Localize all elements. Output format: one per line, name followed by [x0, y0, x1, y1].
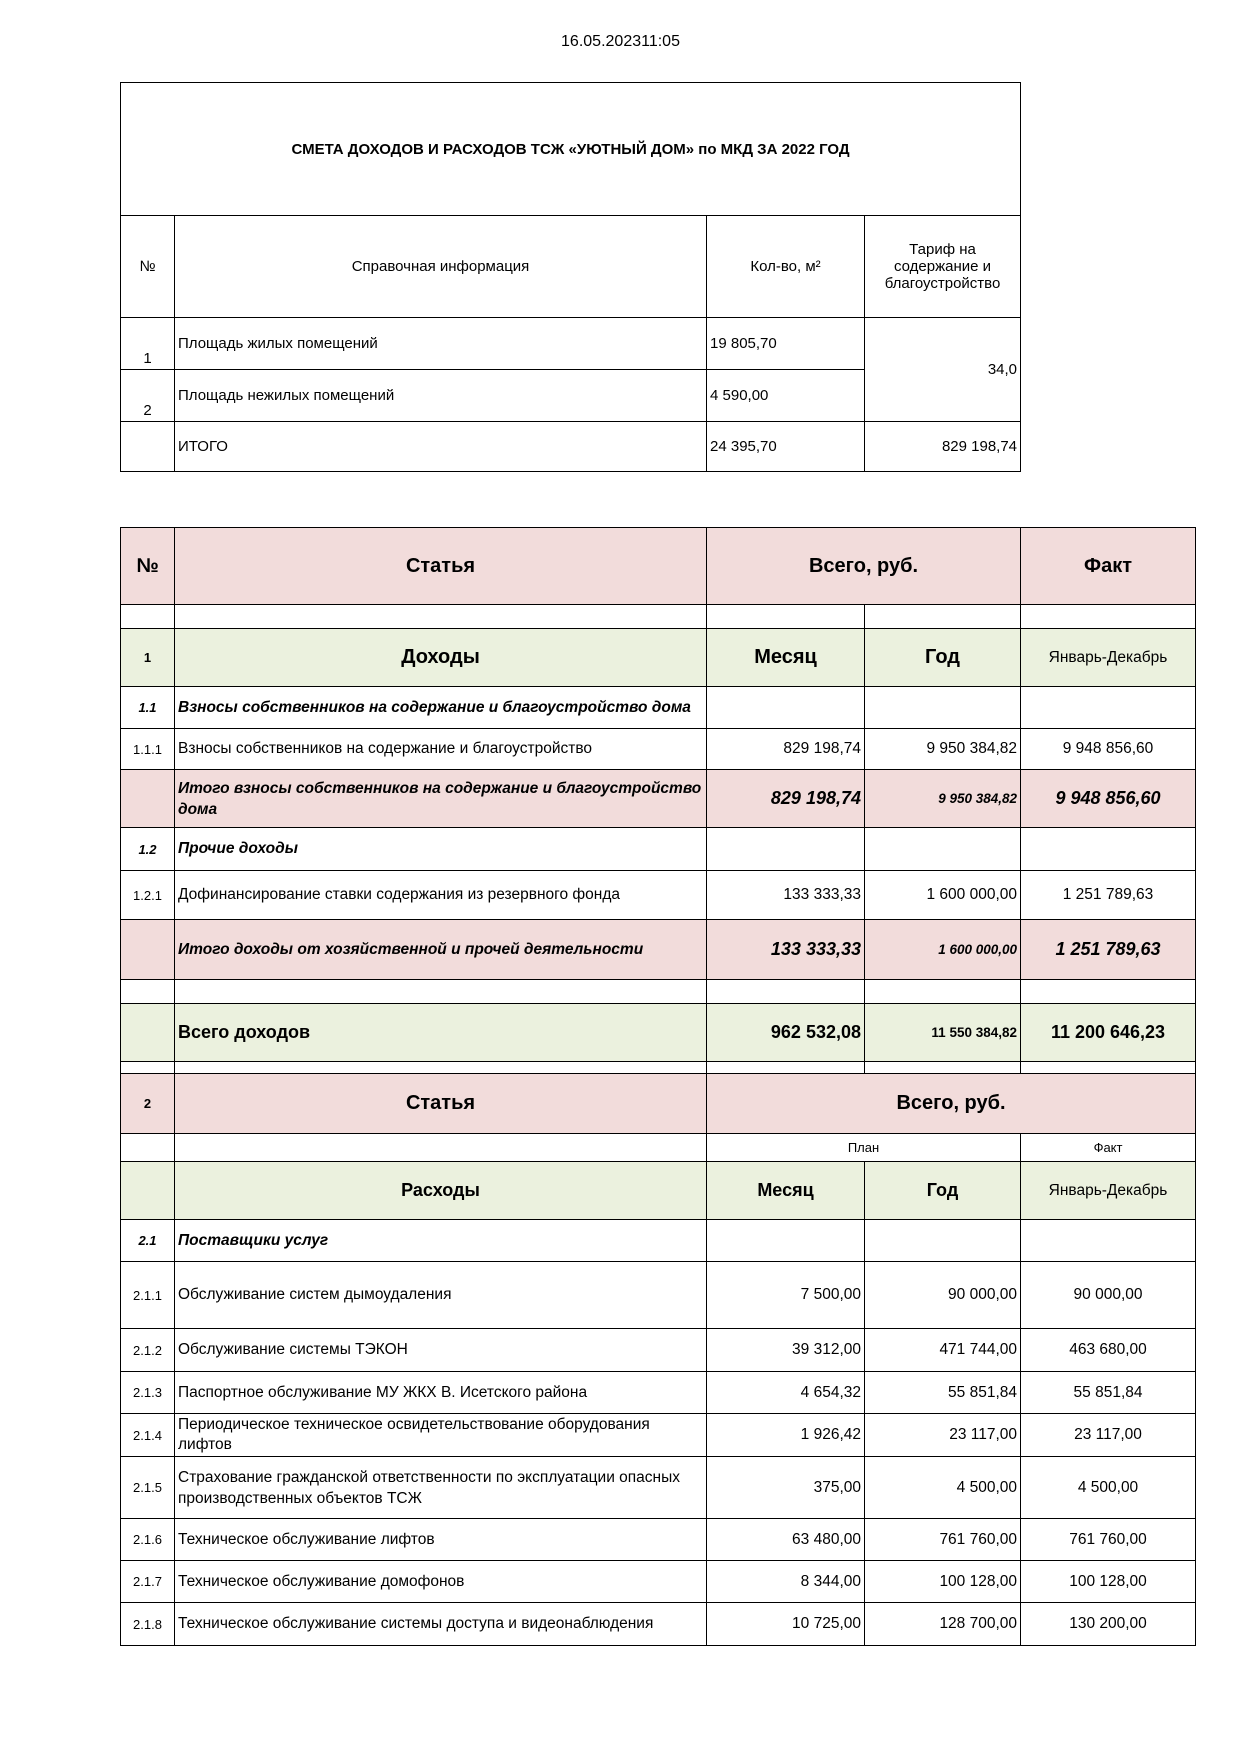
main-header-row — [121, 528, 1196, 605]
row-month: 133 333,33 — [707, 871, 865, 920]
table-row — [121, 1519, 1196, 1561]
row-month: 10 725,00 — [707, 1603, 865, 1646]
expenses-month-header: Месяц — [707, 1162, 865, 1220]
expenses-header-row — [121, 1074, 1196, 1134]
row-month: 829 198,74 — [707, 729, 865, 770]
plan-fact-row — [121, 1134, 1196, 1162]
section-row — [121, 687, 1196, 729]
plan-label: План — [707, 1134, 1021, 1162]
header-total: Всего, руб. — [707, 528, 1021, 605]
row-month: 375,00 — [707, 1457, 865, 1519]
budget-table — [120, 527, 1196, 1646]
table-row — [121, 1329, 1196, 1372]
income-year-header: Год — [865, 629, 1021, 687]
total-row — [121, 422, 1021, 472]
row-fact: 100 128,00 — [1021, 1561, 1196, 1603]
row-num: 1.2.1 — [121, 871, 175, 920]
row-label: Техническое обслуживание домофонов — [175, 1561, 707, 1603]
reference-info-table — [120, 82, 1021, 472]
table-row — [121, 1603, 1196, 1646]
row-year: 761 760,00 — [865, 1519, 1021, 1561]
tariff-value: 34,0 — [865, 318, 1021, 422]
section-row — [121, 828, 1196, 871]
row-label: Обслуживание систем дымоудаления — [175, 1262, 707, 1329]
table-row — [121, 729, 1196, 770]
expenses-period-header: Январь-Декабрь — [1021, 1162, 1196, 1220]
header-fact: Факт — [1021, 528, 1196, 605]
row-num: 1 — [121, 318, 175, 370]
section-num: 1.2 — [121, 828, 175, 871]
row-fact: 761 760,00 — [1021, 1519, 1196, 1561]
row-num: 2.1.5 — [121, 1457, 175, 1519]
subtotal-year: 9 950 384,82 — [865, 770, 1021, 828]
section-title: Взносы собственников на содержание и благоустройство дома — [175, 687, 707, 729]
expenses-article-header: Статья — [175, 1074, 707, 1134]
row-year: 471 744,00 — [865, 1329, 1021, 1372]
col-qty-header: Кол-во, м² — [707, 216, 865, 318]
income-title: Доходы — [175, 629, 707, 687]
section-row — [121, 1220, 1196, 1262]
row-month: 8 344,00 — [707, 1561, 865, 1603]
section-title: Прочие доходы — [175, 828, 707, 871]
row-label: Паспортное обслуживание МУ ЖКХ В. Исетского района — [175, 1372, 707, 1414]
income-num: 1 — [121, 629, 175, 687]
row-year: 55 851,84 — [865, 1372, 1021, 1414]
total-label: ИТОГО — [175, 422, 707, 472]
row-fact: 463 680,00 — [1021, 1329, 1196, 1372]
row-month: 4 654,32 — [707, 1372, 865, 1414]
row-year: 9 950 384,82 — [865, 729, 1021, 770]
row-label: Обслуживание системы ТЭКОН — [175, 1329, 707, 1372]
row-label: Страхование гражданской ответственности по эксплуатации опасных производственных объектов ТСЖ — [175, 1457, 707, 1519]
row-fact: 130 200,00 — [1021, 1603, 1196, 1646]
row-label: Дофинансирование ставки содержания из резервного фонда — [175, 871, 707, 920]
grand-total-fact: 11 200 646,23 — [1021, 1004, 1196, 1062]
income-header-row — [121, 629, 1196, 687]
row-num: 2.1.4 — [121, 1414, 175, 1457]
expenses-title: Расходы — [175, 1162, 707, 1220]
fact-label: Факт — [1021, 1134, 1196, 1162]
expenses-columns-row — [121, 1162, 1196, 1220]
row-label: Взносы собственников на содержание и благоустройство — [175, 729, 707, 770]
report-title: СМЕТА ДОХОДОВ И РАСХОДОВ ТСЖ «УЮТНЫЙ ДОМ» по МКД ЗА 2022 ГОД — [121, 83, 1021, 216]
row-fact: 23 117,00 — [1021, 1414, 1196, 1457]
table-row — [121, 871, 1196, 920]
row-month: 63 480,00 — [707, 1519, 865, 1561]
row-label: Площадь нежилых помещений — [175, 370, 707, 422]
section-title: Поставщики услуг — [175, 1220, 707, 1262]
row-label: Площадь жилых помещений — [175, 318, 707, 370]
spacer-row — [121, 605, 1196, 629]
row-year: 90 000,00 — [865, 1262, 1021, 1329]
row-month: 1 926,42 — [707, 1414, 865, 1457]
table-row — [121, 318, 1021, 370]
subtotal-row — [121, 770, 1196, 828]
income-month-header: Месяц — [707, 629, 865, 687]
spacer-row — [121, 1062, 1196, 1074]
grand-total-row — [121, 1004, 1196, 1062]
row-num: 2 — [121, 370, 175, 422]
total-qty: 24 395,70 — [707, 422, 865, 472]
row-qty: 19 805,70 — [707, 318, 865, 370]
table-row — [121, 1372, 1196, 1414]
row-num: 2.1.2 — [121, 1329, 175, 1372]
row-year: 4 500,00 — [865, 1457, 1021, 1519]
expenses-year-header: Год — [865, 1162, 1021, 1220]
row-year: 1 600 000,00 — [865, 871, 1021, 920]
header-article: Статья — [175, 528, 707, 605]
row-label: Периодическое техническое освидетельствование оборудования лифтов — [175, 1414, 707, 1457]
row-year: 100 128,00 — [865, 1561, 1021, 1603]
table-row — [121, 1414, 1196, 1457]
section-num: 2.1 — [121, 1220, 175, 1262]
row-month: 39 312,00 — [707, 1329, 865, 1372]
expenses-total-header: Всего, руб. — [707, 1074, 1196, 1134]
subtotal-month: 829 198,74 — [707, 770, 865, 828]
row-label: Техническое обслуживание лифтов — [175, 1519, 707, 1561]
subtotal-row — [121, 920, 1196, 980]
subtotal-fact: 1 251 789,63 — [1021, 920, 1196, 980]
row-num: 2.1.8 — [121, 1603, 175, 1646]
col-info-header: Справочная информация — [175, 216, 707, 318]
income-period-header: Январь-Декабрь — [1021, 629, 1196, 687]
table-row — [121, 1457, 1196, 1519]
subtotal-label: Итого взносы собственников на содержание и благоустройство дома — [175, 770, 707, 828]
subtotal-fact: 9 948 856,60 — [1021, 770, 1196, 828]
subtotal-label: Итого доходы от хозяйственной и прочей деятельности — [175, 920, 707, 980]
row-num: 1.1.1 — [121, 729, 175, 770]
table-row — [121, 1262, 1196, 1329]
header-num: № — [121, 528, 175, 605]
grand-total-label: Всего доходов — [175, 1004, 707, 1062]
grand-total-month: 962 532,08 — [707, 1004, 865, 1062]
row-num: 2.1.3 — [121, 1372, 175, 1414]
expenses-num: 2 — [121, 1074, 175, 1134]
subtotal-month: 133 333,33 — [707, 920, 865, 980]
row-fact: 90 000,00 — [1021, 1262, 1196, 1329]
grand-total-year: 11 550 384,82 — [865, 1004, 1021, 1062]
row-label: Техническое обслуживание системы доступа и видеонаблюдения — [175, 1603, 707, 1646]
subtotal-year: 1 600 000,00 — [865, 920, 1021, 980]
row-num: 2.1.7 — [121, 1561, 175, 1603]
col-tariff-header: Тариф на содержание и благоустройство — [865, 216, 1021, 318]
table-row — [121, 1561, 1196, 1603]
total-tariff: 829 198,74 — [865, 422, 1021, 472]
row-fact: 4 500,00 — [1021, 1457, 1196, 1519]
row-fact: 9 948 856,60 — [1021, 729, 1196, 770]
col-num-header: № — [121, 216, 175, 318]
row-year: 128 700,00 — [865, 1603, 1021, 1646]
row-fact: 1 251 789,63 — [1021, 871, 1196, 920]
spacer-row — [121, 980, 1196, 1004]
row-num: 2.1.6 — [121, 1519, 175, 1561]
section-num: 1.1 — [121, 687, 175, 729]
row-num: 2.1.1 — [121, 1262, 175, 1329]
row-fact: 55 851,84 — [1021, 1372, 1196, 1414]
print-timestamp: 16.05.202311:05 — [561, 33, 680, 50]
row-year: 23 117,00 — [865, 1414, 1021, 1457]
row-qty: 4 590,00 — [707, 370, 865, 422]
row-month: 7 500,00 — [707, 1262, 865, 1329]
